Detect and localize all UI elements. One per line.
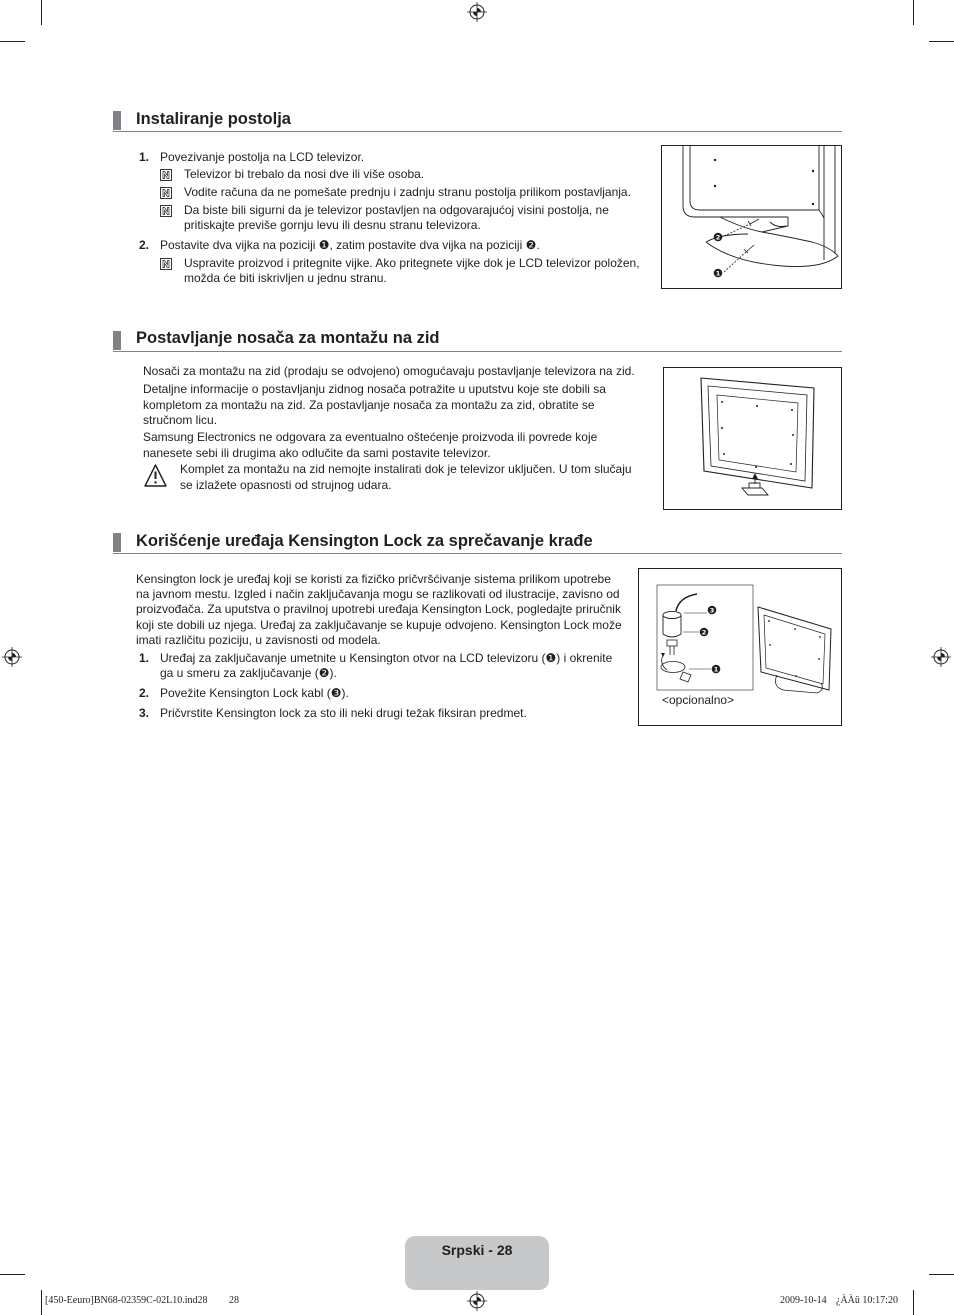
warning-line: se izlažete opasnosti od strujnog udara. bbox=[180, 478, 392, 492]
page-label: Srpski - 28 bbox=[441, 1242, 513, 1258]
note-line: Televizor bi trebalo da nosi dve ili više osoba. bbox=[184, 167, 425, 181]
stand-install-illustration bbox=[662, 146, 841, 288]
stand-install-figure bbox=[661, 145, 842, 289]
step-number: 2. bbox=[139, 686, 150, 700]
tv-back-drawing bbox=[758, 607, 831, 693]
warning-triangle-icon bbox=[143, 462, 168, 489]
paragraph bbox=[143, 364, 635, 379]
note-icon bbox=[160, 169, 172, 181]
tv-back-drawing bbox=[683, 146, 835, 260]
callout-label: 3 bbox=[709, 606, 715, 615]
note-icon bbox=[160, 258, 172, 270]
mount-holes bbox=[768, 620, 821, 677]
paragraph-line: Nosači za montažu na zid (prodaju se odvojeno) omogućavaju postavljanje televizora na zid. bbox=[143, 364, 635, 378]
note-text bbox=[184, 185, 631, 200]
section-rule bbox=[113, 351, 842, 352]
note-icon bbox=[160, 187, 172, 199]
callout-2 bbox=[700, 628, 709, 637]
lock-drawing bbox=[661, 594, 711, 682]
page-number-tab bbox=[405, 1236, 549, 1290]
note-text bbox=[184, 167, 424, 182]
screw-holes bbox=[714, 159, 814, 205]
note-line: Uspravite proizvod i pritegnite vijke. Ako pritegnete vijke dok je LCD televizor položen, bbox=[184, 256, 640, 270]
step-line: ga u smeru za zaključavanje (❷). bbox=[160, 666, 337, 680]
section-title: Instaliranje postolja bbox=[136, 110, 291, 128]
callout-label: 2 bbox=[715, 233, 721, 242]
crop-mark-top-right-v bbox=[913, 0, 914, 25]
step-line: Povežite Kensington Lock kabl (❸). bbox=[160, 686, 349, 700]
slug-file: [450-Eeuro]BN68-02359C-02L10.ind28 bbox=[45, 1295, 208, 1306]
crop-mark-bottom-right-v bbox=[913, 1290, 914, 1315]
tv-back-drawing bbox=[701, 378, 814, 488]
registration-mark-icon bbox=[1, 646, 23, 668]
paragraph bbox=[136, 572, 622, 648]
registration-mark-icon bbox=[466, 1290, 488, 1312]
step-text bbox=[160, 651, 612, 681]
paragraph-line: na javnom mestu. Izgled i način zaključavanja mogu se razlikovati od ilustracije, zavisno od bbox=[136, 587, 620, 602]
step-text bbox=[160, 706, 527, 721]
slug-date: 2009-10-14 bbox=[780, 1295, 827, 1306]
step-text: Povezivanje postolja na LCD televizor. bbox=[160, 150, 365, 164]
warning-line: Komplet za montažu na zid nemojte instalirati dok je televizor uključen. U tom slučaju bbox=[180, 462, 632, 476]
step-number: 1. bbox=[139, 150, 150, 164]
crop-mark-bottom-left-v bbox=[41, 1290, 42, 1315]
registration-mark-icon bbox=[466, 1, 488, 23]
note-line: Vodite računa da ne pomešate prednju i zadnju stranu postolja prilikom postavljanja. bbox=[184, 185, 631, 199]
section-header-bar bbox=[113, 533, 121, 552]
slug-page: 28 bbox=[229, 1295, 239, 1306]
callout-label: 1 bbox=[713, 665, 719, 674]
note-line: možda će biti iskrivljen u jednu stranu. bbox=[184, 271, 387, 285]
mount-holes bbox=[721, 401, 794, 468]
section-title: Korišćenje uređaja Kensington Lock za sprečavanje krađe bbox=[136, 532, 593, 550]
lock-detail-box bbox=[657, 585, 753, 690]
paragraph-line: kompletom za montažu na zid. Za postavljanje nosača za montažu za zid, obratite se bbox=[143, 397, 595, 412]
kensington-lock-figure bbox=[638, 568, 842, 726]
crop-mark-top-left-h bbox=[0, 41, 25, 42]
section-rule bbox=[113, 553, 842, 554]
paragraph bbox=[143, 430, 597, 461]
stand-drawing bbox=[706, 217, 838, 267]
step-text bbox=[160, 686, 349, 701]
callout-1 bbox=[712, 665, 721, 674]
step-number: 3. bbox=[139, 706, 150, 720]
callout-label: 2 bbox=[701, 628, 707, 637]
registration-mark-icon bbox=[930, 646, 952, 668]
rotate-arrow-icon bbox=[661, 653, 665, 657]
section-title: Postavljanje nosača za montažu na zid bbox=[136, 329, 440, 347]
step-number: 2. bbox=[139, 238, 150, 252]
crop-mark-bottom-left-h bbox=[0, 1274, 25, 1275]
paragraph-line: nanesete sebi ili drugima ako odlučite da sami postavite televizor. bbox=[143, 445, 491, 460]
section-header-bar bbox=[113, 111, 121, 130]
note-text bbox=[184, 256, 640, 286]
paragraph-line: imati različitu poziciju, u zavisnosti od modela. bbox=[136, 632, 381, 647]
paragraph-line: stručnom licu. bbox=[143, 413, 218, 427]
paragraph-line: proizvođača. Za uputstva o pravilnoj upotrebi uređaja Kensington Lock, pogledajte priručnik bbox=[136, 602, 621, 617]
crop-mark-top-right-h bbox=[929, 41, 954, 42]
step-number: 1. bbox=[139, 651, 150, 665]
section-rule bbox=[113, 131, 842, 132]
section-header-bar bbox=[113, 331, 121, 350]
callout-label: 1 bbox=[715, 269, 721, 278]
step-text: Postavite dva vijka na poziciji ❶, zatim postavite dva vijka na poziciji ❷. bbox=[160, 238, 540, 252]
callout-1 bbox=[714, 269, 723, 278]
arrow-up-icon bbox=[752, 473, 758, 479]
wall-mount-figure bbox=[663, 367, 842, 510]
note-icon bbox=[160, 205, 172, 217]
screws-drawing bbox=[724, 219, 759, 272]
paragraph-line: Detaljne informacije o postavljanju zidnog nosača potražite u uputstvu koje ste dobili sa bbox=[143, 382, 606, 396]
note-line: pritiskajte previše gornju levu ili desnu stranu televizora. bbox=[184, 218, 481, 232]
crop-mark-bottom-right-h bbox=[929, 1274, 954, 1275]
note-line: Da biste bili sigurni da je televizor postavljen na odgovarajućoj visini postolja, ne bbox=[184, 203, 609, 217]
warning-text bbox=[180, 461, 632, 493]
step-line: Pričvrstite Kensington lock za sto ili neki drugi težak fiksiran predmet. bbox=[160, 706, 527, 720]
slug-time: ¿ÀÀü 10:17:20 bbox=[836, 1295, 898, 1306]
figure-caption: <opcionalno> bbox=[662, 693, 735, 707]
callout-3 bbox=[708, 606, 717, 615]
wall-bracket-drawing bbox=[742, 477, 768, 495]
paragraph-line: koji ste dobili uz njega. Uređaj za zaključavanje se kupuje odvojeno. Kensington Lock može bbox=[136, 617, 622, 632]
wall-mount-illustration bbox=[664, 368, 841, 509]
callout-2 bbox=[714, 233, 723, 242]
note-text bbox=[184, 203, 609, 233]
paragraph-line: Kensington lock je uređaj koji se koristi za fizičko pričvršćivanje sistema prilikom upotrebe bbox=[136, 572, 611, 586]
crop-mark-top-left-v bbox=[41, 0, 42, 25]
step-line: Uređaj za zaključavanje umetnite u Kensington otvor na LCD televizoru (❶) i okrenite bbox=[160, 651, 613, 665]
paragraph-line: Samsung Electronics ne odgovara za eventualno oštećenje proizvoda ili povrede koje bbox=[143, 430, 598, 444]
paragraph bbox=[143, 382, 606, 429]
